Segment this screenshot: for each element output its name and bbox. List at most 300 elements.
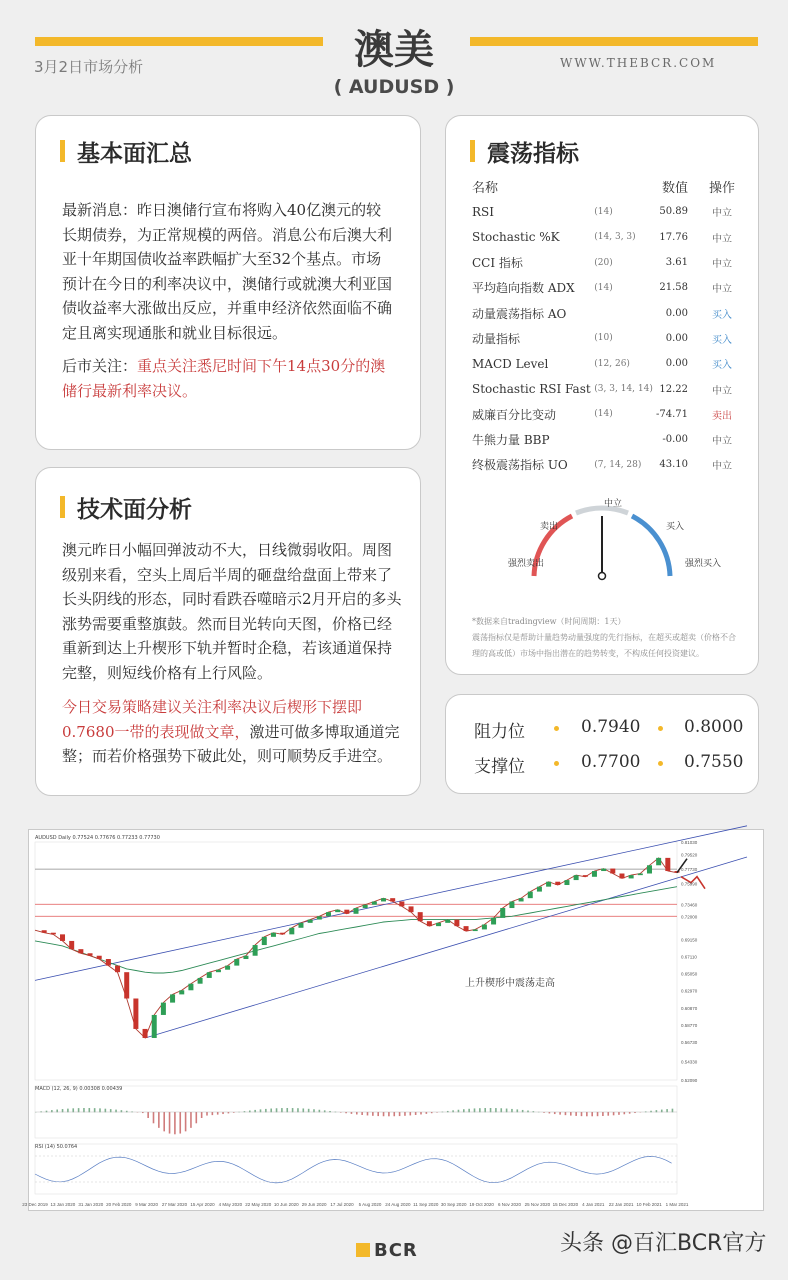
oscillator-action: 卖出 [712,410,732,422]
x-tick-label: 4 Jan 2021 [582,1202,605,1207]
gauge-label-sell: 卖出 [540,522,559,532]
macd-histogram-bar [303,1108,305,1112]
resistance-2: 0.8000 [684,717,744,737]
oscillator-action: 买入 [712,334,732,346]
heading-accent [60,140,65,162]
macd-histogram-bar [286,1108,288,1112]
price-candle [665,858,670,871]
price-candle [262,937,267,945]
macd-histogram-bar [490,1108,492,1112]
x-tick-label: 23 Dec 2019 [22,1202,48,1207]
macd-histogram-bar [404,1112,406,1116]
y-tick-label: 0.56730 [681,1039,698,1045]
x-tick-label: 9 Mar 2020 [135,1202,159,1207]
macd-histogram-bar [575,1112,577,1116]
macd-histogram-bar [72,1108,74,1112]
price-candle [207,972,212,978]
macd-histogram-bar [565,1112,567,1115]
macd-histogram-bar [410,1112,412,1115]
price-candle [115,966,120,973]
price-candle [418,912,423,921]
price-candle [170,994,175,1002]
macd-histogram-bar [618,1112,620,1115]
oscillator-header-row [472,174,744,199]
macd-histogram-bar [217,1112,219,1115]
macd-histogram-bar [570,1112,572,1116]
y-tick-label: 0.69150 [681,937,698,943]
price-candle [124,972,129,998]
macd-histogram-bar [222,1112,224,1114]
oscillator-name: 终极震荡指标 UO [472,458,568,473]
macd-histogram-bar [468,1109,470,1113]
oscillator-row [472,376,744,401]
oscillator-name: 平均趋向指数 ADX [472,281,575,296]
oscillator-params: (7, 14, 28) [594,459,642,470]
oscillator-value: 43.10 [659,459,688,471]
macd-histogram-bar [190,1112,192,1128]
price-candle [88,953,93,955]
col-name: 名称 [472,181,499,197]
price-candle [51,933,56,935]
oscillator-value: 3.61 [665,257,688,269]
rsi-line [35,1156,672,1183]
price-candle [491,918,496,925]
price-candle [161,1003,166,1015]
macd-histogram-bar [89,1108,91,1112]
oscillator-value: 50.89 [659,206,688,218]
price-candle [445,920,450,923]
y-tick-label: 0.75990 [681,881,698,887]
price-candle [298,923,303,928]
macd-histogram-bar [484,1108,486,1112]
macd-histogram-bar [174,1112,176,1134]
price-chart-panel [22,829,764,1211]
price-candle [78,949,83,953]
price-candle [509,901,514,908]
price-candle [133,999,138,1029]
price-candle [42,930,47,932]
price-candle [390,898,395,901]
oscillator-params: (20) [594,257,613,268]
technical-para2 [62,695,402,769]
y-tick-label: 0.79520 [681,852,698,858]
oscillator-value: 17.76 [659,231,688,243]
macd-histogram-bar [153,1112,155,1123]
oscillator-value: 0.00 [665,307,688,319]
price-candle [629,875,634,878]
price-candle [427,921,432,926]
price-candle [619,873,624,878]
oscillator-params: (3, 3, 14, 14) [594,384,653,395]
y-tick-label: 0.65050 [681,971,698,977]
macd-histogram-bar [94,1108,96,1112]
oscillator-row [472,326,744,351]
price-candle [225,966,230,970]
oscillator-row [472,225,744,250]
x-tick-label: 25 Nov 2020 [524,1202,551,1207]
price-candle [638,873,643,875]
macd-histogram-bar [265,1109,267,1112]
oscillator-action: 中立 [712,233,732,245]
x-tick-label: 15 Dec 2020 [552,1202,579,1207]
price-candle [537,887,542,892]
report-date: 3月2日市场分析 [34,58,144,76]
oscillator-name: 威廉百分比变动 [472,407,557,422]
macd-histogram-bar [554,1112,556,1114]
macd-histogram-bar [163,1112,165,1131]
x-tick-label: 1 Mar 2021 [665,1202,689,1207]
oscillator-params: (14) [594,409,613,420]
macd-histogram-bar [351,1112,353,1114]
price-candle [289,928,294,935]
price-candle [601,869,606,871]
macd-histogram-bar [672,1109,674,1113]
macd-histogram-bar [158,1112,160,1128]
macd-histogram-bar [105,1109,107,1113]
macd-histogram-bar [511,1109,513,1112]
main-plot-frame [35,842,677,1080]
oscillator-action: 中立 [712,385,732,397]
fundamental-card [35,115,421,450]
macd-histogram-bar [629,1112,631,1114]
price-candle [564,880,569,885]
macd-label: MACD (12, 26, 9) 0.00308 0.00439 [35,1086,123,1092]
oscillator-name: 动量指标 [472,331,521,346]
gauge-label-buy: 买入 [666,522,685,532]
x-tick-label: 15 Apr 2020 [190,1202,215,1207]
oscillator-params: (14, 3, 3) [594,232,636,243]
macd-histogram-bar [420,1112,422,1114]
gauge-pivot [599,573,606,580]
price-candle [574,875,579,880]
wedge-lower-line [145,857,747,1038]
macd-histogram-bar [607,1112,609,1116]
col-value: 数值 [661,181,688,197]
oscillator-name: 牛熊力量 BBP [472,433,550,448]
y-tick-label: 0.52090 [681,1078,698,1083]
x-tick-label: 31 Jan 2020 [78,1202,104,1207]
y-tick-label: 0.67110 [681,954,697,960]
x-tick-label: 27 Mar 2020 [161,1202,188,1207]
x-tick-label: 20 Feb 2020 [106,1202,132,1207]
oscillator-value: 12.22 [659,383,688,395]
heading-accent [60,496,65,518]
technical-para1: 澳元昨日小幅回弹波动不大，日线微弱收阳。周图级别来看，空头上周后半周的砸盘给盘面上带来了长头阴线的形态，同时看跌吞噬暗示2月开启的多头涨势需要重整旗鼓。然而目光转向天图，价格已经重新到达上升楔形下轨并暂时企稳，若该通道保持完整，则短线价格有上行风险。 [62,541,402,682]
price-candle [344,910,349,914]
price-candle [528,892,533,899]
price-chart [22,830,763,1210]
oscillator-params: (14) [594,282,613,293]
bcr-logo [356,1240,418,1261]
macd-histogram-bar [83,1108,85,1112]
x-tick-label: 10 Jun 2020 [273,1202,299,1207]
y-tick-label: 0.73460 [681,902,698,908]
price-candle [326,912,331,916]
price-candle [454,920,459,927]
price-candle [317,916,322,919]
col-action: 操作 [708,181,735,197]
oscillator-row [472,427,744,452]
macd-histogram-bar [367,1112,369,1115]
macd-histogram-bar [377,1112,379,1116]
x-tick-label: 11 Sep 2020 [413,1202,439,1207]
oscillator-params: (14) [594,206,613,217]
price-candle [179,990,184,994]
site-url: WWW.THEBCR.COM [560,56,717,70]
price-candle [354,908,359,914]
macd-histogram-bar [399,1112,401,1116]
oscillator-row [472,275,744,300]
gauge-label-strong-sell: 强烈卖出 [508,559,545,569]
macd-histogram-bar [270,1109,272,1113]
macd-histogram-bar [559,1112,561,1115]
macd-histogram-bar [495,1108,497,1112]
logo-mark [356,1243,370,1257]
oscillator-row [472,402,744,427]
macd-histogram-bar [196,1112,198,1123]
page-subtitle: ( AUDUSD ) [333,76,455,98]
oscillator-action: 中立 [712,461,732,473]
x-tick-label: 19 Oct 2020 [469,1202,494,1207]
y-tick-label: 0.62970 [681,988,698,994]
y-tick-label: 0.72000 [681,914,698,920]
rsi-label: RSI (14) 50.0764 [35,1144,78,1150]
oscillator-action: 买入 [712,309,732,321]
oscillator-row [472,452,744,477]
oscillator-value: -74.71 [655,408,688,420]
price-candle [381,898,386,901]
macd-histogram-bar [426,1112,428,1114]
x-tick-label: 22 May 2020 [245,1202,272,1207]
fundamental-outlook [62,354,396,403]
oscillator-name: RSI [472,204,494,219]
macd-histogram-bar [201,1112,203,1118]
oscillator-action: 中立 [712,259,732,271]
macd-histogram-bar [388,1112,390,1116]
bullet-dot [658,726,663,731]
macd-histogram-bar [549,1112,551,1113]
x-tick-label: 10 Feb 2021 [636,1202,662,1207]
gauge-buy-arc [632,516,670,576]
macd-histogram-bar [586,1112,588,1116]
price-candle [555,882,560,885]
logo-text: BCR [374,1240,418,1261]
oscillator-name: MACD Level [472,356,549,371]
price-line [35,858,677,1038]
fundamental-title: 基本面汇总 [77,140,192,167]
price-candle [436,923,441,926]
ma-slow-line [35,887,677,973]
data-source-note: *数据来自tradingview（时间周期：1天） [472,617,626,626]
y-tick-label: 0.60870 [681,1005,698,1011]
price-candle [482,924,487,929]
oscillator-params [594,300,654,325]
x-tick-label: 29 Jun 2020 [301,1202,327,1207]
price-candle [647,865,652,873]
macd-histogram-bar [308,1109,310,1112]
bullet-dot [554,761,559,766]
price-candle [473,929,478,931]
strategy-highlight: 今日交易策略建议关注利率决议后楔形下摆即0.7680一带的表现做文章， [62,698,363,741]
macd-histogram-bar [67,1109,69,1113]
rsi-plot-frame [35,1144,677,1194]
strategy-rest: 激进可做多博取通道完整；而若价格强势下破此处，则可顺势反手进空。 [62,722,400,765]
price-candle [583,875,588,877]
macd-histogram-bar [297,1108,299,1112]
y-tick-label: 0.81030 [681,840,698,845]
price-candle [464,926,469,931]
oscillators-card [445,115,759,675]
support-label: 支撑位 [474,757,525,777]
oscillator-name: CCI 指标 [472,256,523,271]
macd-histogram-bar [292,1108,294,1112]
oscillator-params: (10) [594,333,613,344]
oscillators-title: 震荡指标 [487,140,579,167]
macd-histogram-bar [506,1109,508,1113]
watermark: 头条 @百汇BCR官方 [560,1231,767,1256]
oscillator-value: 0.00 [665,358,688,370]
price-candle [656,858,661,865]
price-candle [188,984,193,991]
oscillators-heading [470,138,579,167]
price-candle [60,934,65,941]
price-candle [69,941,74,949]
x-tick-label: 13 Jan 2020 [50,1202,76,1207]
support-1: 0.7700 [581,752,641,772]
chart-symbol-line: AUDUSD Daily 0.77524 0.77676 0.77233 0.77730 [35,835,160,841]
bullet-dot [554,726,559,731]
oscillator-row [472,300,744,325]
price-candle [500,908,505,918]
price-candle [97,956,102,959]
price-candle [592,871,597,877]
price-candle [253,945,258,956]
y-tick-label: 0.77730 [681,867,698,873]
macd-histogram-bar [147,1112,149,1118]
disclaimer-note: 震荡指标仅是帮助计量趋势动量强度的先行指标，在超买或超卖（价格不合理的高或低）市场中指出潜在的趋势转变，不构成任何投资建议。 [472,633,736,658]
oscillator-action: 买入 [712,360,732,372]
price-candle [280,933,285,935]
resistance-label: 阻力位 [474,722,525,742]
y-tick-label: 0.54330 [681,1059,698,1065]
fundamental-heading [60,138,192,167]
x-tick-label: 4 May 2020 [218,1202,243,1207]
gauge-label-neutral: 中立 [604,499,623,509]
oscillator-row [472,351,744,376]
x-tick-label: 17 Jul 2020 [330,1202,354,1207]
macd-histogram-bar [581,1112,583,1116]
fundamental-news: 最新消息：昨日澳储行宣布将购入40亿澳元的较长期债券，为正常规模的两倍。消息公布后澳大利亚十年期国债收益率跌幅扩大至32个基点。市场预计在今日的利率决议中，澳储行或就澳大利亚国债收益率大涨做出反应，并重申经济依然面临不确定且离实现通胀和就业目标很远。 [62,201,393,342]
macd-histogram-bar [169,1112,171,1134]
macd-histogram-bar [613,1112,615,1115]
oscillator-name: Stochastic %K [472,230,560,245]
x-tick-label: 6 Nov 2020 [498,1202,522,1207]
price-candle [271,933,276,937]
oscillator-action: 中立 [712,436,732,448]
price-candle [143,1029,148,1038]
x-tick-label: 5 Aug 2020 [358,1202,382,1207]
macd-histogram-bar [597,1112,599,1116]
price-candle [106,959,111,966]
oscillator-row [472,199,744,224]
wedge-upper-line [35,826,747,981]
oscillator-params: (12, 26) [594,358,630,369]
price-candle [216,970,221,972]
oscillator-row [472,250,744,275]
oscillator-table [472,174,744,478]
technical-card [35,467,421,796]
macd-histogram-bar [602,1112,604,1116]
x-tick-label: 24 Aug 2020 [385,1202,411,1207]
price-candle [519,898,524,901]
price-candle [546,882,551,887]
y-tick-label: 0.58770 [681,1023,698,1029]
macd-histogram-bar [185,1112,187,1131]
price-candle [152,1015,157,1038]
macd-histogram-bar [179,1112,181,1134]
price-candle [234,959,239,966]
macd-histogram-bar [228,1112,230,1113]
macd-histogram-bar [276,1108,278,1112]
bullet-dot [658,761,663,766]
oscillator-name: 动量震荡指标 AO [472,306,567,321]
macd-histogram-bar [281,1108,283,1112]
macd-histogram-bar [372,1112,374,1116]
oscillator-value: 21.58 [659,282,688,294]
support-2: 0.7550 [684,752,744,772]
levels-card [445,694,759,794]
oscillator-action: 中立 [712,208,732,220]
macd-histogram-bar [393,1112,395,1116]
oscillator-action: 中立 [712,284,732,296]
macd-histogram-bar [99,1108,101,1112]
macd-histogram-bar [500,1108,502,1112]
oscillator-name: Stochastic RSI Fast [472,382,591,397]
price-candle [198,978,203,984]
price-candle [409,906,414,912]
oscillator-params [594,427,654,452]
price-candle [308,920,313,923]
x-tick-label: 30 Sep 2020 [440,1202,467,1207]
chart-annotation: 上升楔形中震荡走高 [465,978,555,989]
resistance-1: 0.7940 [581,717,641,737]
x-tick-label: 22 Jan 2021 [608,1202,634,1207]
macd-histogram-bar [624,1112,626,1114]
price-candle [372,901,377,904]
price-candle [610,869,615,874]
macd-histogram-bar [591,1112,593,1116]
price-candle [363,905,368,908]
macd-histogram-bar [479,1108,481,1112]
price-candle [335,910,340,912]
macd-histogram-bar [474,1108,476,1112]
page-title: 澳美 [354,27,434,73]
price-candle [399,901,404,906]
heading-accent [470,140,475,162]
gauge-label-strong-buy: 强烈买入 [685,559,722,569]
macd-histogram-bar [78,1108,80,1112]
macd-histogram-bar [415,1112,417,1115]
outlook-text: 重点关注悉尼时间下午14点30分的澳储行最新利率决议。 [62,357,386,400]
oscillator-value: 0.00 [665,332,688,344]
technical-title: 技术面分析 [77,496,192,523]
technical-heading [60,494,192,523]
macd-histogram-bar [212,1112,214,1115]
macd-histogram-bar [383,1112,385,1116]
oscillator-value: -0.00 [662,434,688,446]
sentiment-gauge [502,486,702,586]
macd-histogram-bar [356,1112,358,1114]
